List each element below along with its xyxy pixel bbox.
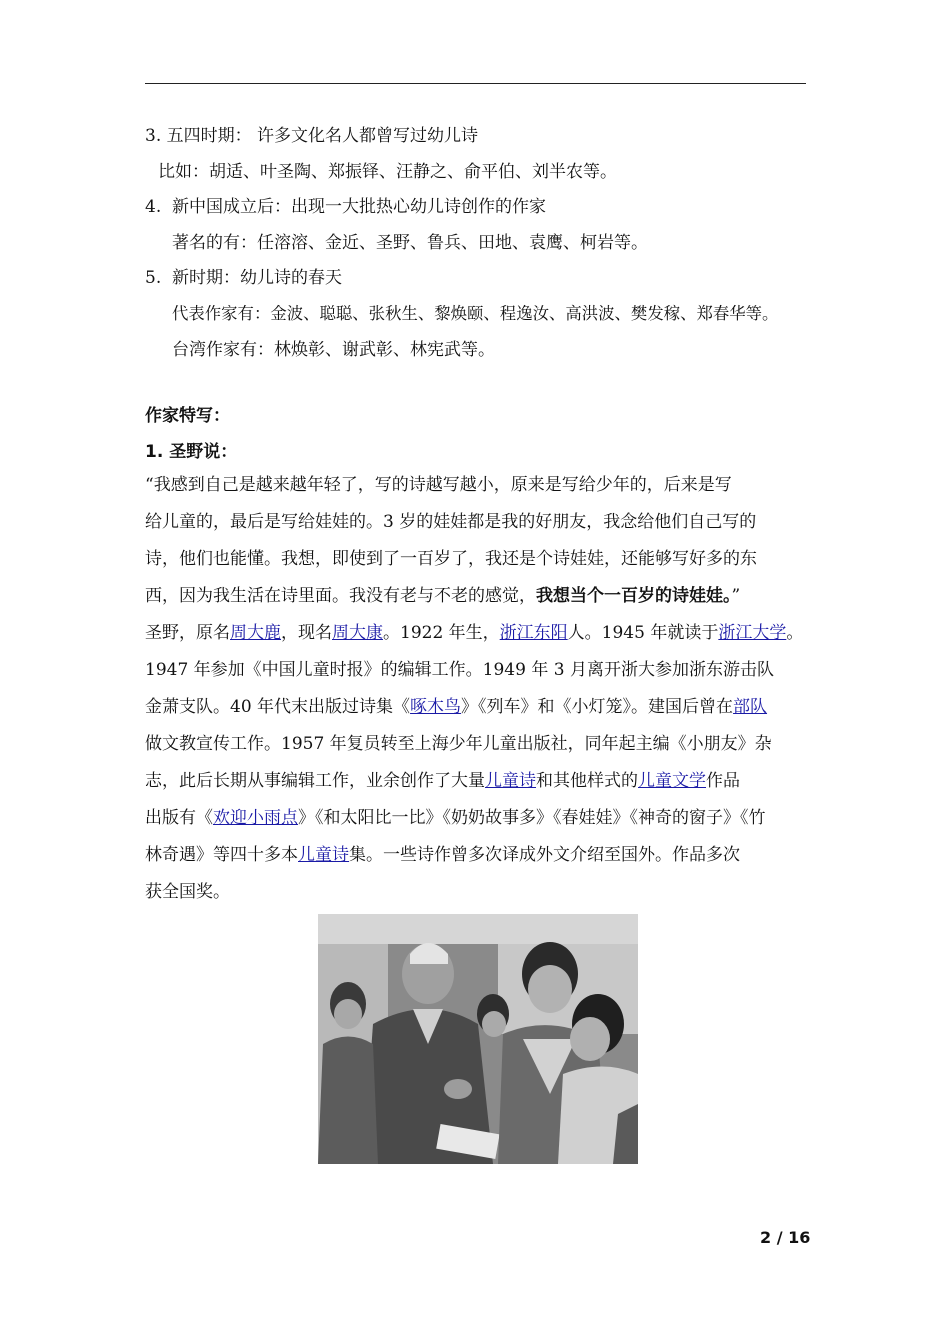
header-rule [145,83,806,84]
photo-illustration [318,914,638,1164]
quote-line: “我感到自己是越来越年轻了，写的诗越写越小，原来是写给少年的，后来是写 [145,475,732,495]
link-zhejiang-university[interactable]: 浙江大学 [718,623,787,643]
bio-line: 出版有《欢迎小雨点》《和太阳比一比》《奶奶故事多》《春娃娃》《神奇的窗子》《竹 [145,808,766,828]
quote-emphasis: 我想当个一百岁的诗娃娃。 [536,586,732,606]
page-number: 2 / 16 [760,1228,811,1247]
list-item-3-examples: 比如：胡适、叶圣陶、郑振铎、汪静之、俞平伯、刘半农等。 [158,162,617,182]
link-ertongshi[interactable]: 儿童诗 [485,771,536,791]
quote-line: 给儿童的，最后是写给娃娃的。3 岁的娃娃都是我的好朋友，我念给他们自己写的 [145,512,757,532]
quote-line: 诗，他们也能懂。我想，即使到了一百岁了，我还是个诗娃娃，还能够写好多的东 [145,549,757,569]
sub-heading: 1. 圣野说： [145,442,238,462]
link-zhou-dakang[interactable]: 周大康 [332,623,383,643]
author-photo [318,914,638,1164]
bio-line: 圣野，原名周大鹿，现名周大康。1922 年生，浙江东阳人。1945 年就读于浙江大学。 [145,623,804,643]
list-item-4-examples: 著名的有：任溶溶、金近、圣野、鲁兵、田地、袁鹰、柯岩等。 [172,233,648,253]
list-item-5: 5. 新时期：幼儿诗的春天 [145,268,343,288]
link-zhou-dalu[interactable]: 周大鹿 [230,623,281,643]
bio-line: 林奇遇》等四十多本儿童诗集。一些诗作曾多次译成外文介绍至国外。作品多次 [145,845,740,865]
quote-paragraph [145,467,815,615]
bio-line: 1947 年参加《中国儿童时报》的编辑工作。1949 年 3 月离开浙大参加浙东游击队 [145,660,774,680]
quote-line: 西，因为我生活在诗里面。我没有老与不老的感觉，我想当个一百岁的诗娃娃。” [145,586,741,606]
bio-line: 获全国奖。 [145,882,230,902]
link-huanying-xiaoyudian[interactable]: 欢迎小雨点 [213,808,298,828]
list-item-5-taiwan: 台湾作家有：林焕彰、谢武彰、林宪武等。 [172,340,495,360]
link-zhuomuniao[interactable]: 啄木鸟 [410,697,462,717]
bio-line: 做文教宣传工作。1957 年复员转至上海少年儿童出版社，同年起主编《小朋友》杂 [145,734,772,754]
list-item-4: 4. 新中国成立后：出现一大批热心幼儿诗创作的作家 [145,197,547,217]
bio-paragraph [145,615,815,911]
list-item-5-representatives: 代表作家有：金波、聪聪、张秋生、黎焕颐、程逸汝、高洪波、樊发稼、郑春华等。 [172,304,779,323]
section-heading: 作家特写： [145,406,230,426]
bio-line: 金萧支队。40 年代末出版过诗集《啄木鸟》《列车》和《小灯笼》。建国后曾在部队 [145,697,768,717]
bio-line: 志，此后长期从事编辑工作，业余创作了大量儿童诗和其他样式的儿童文学作品 [145,771,740,791]
link-ertongshi-2[interactable]: 儿童诗 [298,845,349,865]
link-budui[interactable]: 部队 [733,697,768,717]
list-item-3: 3. 五四时期： 许多文化名人都曾写过幼儿诗 [145,126,479,146]
link-ertong-wenxue[interactable]: 儿童文学 [638,771,706,791]
link-zhejiang-dongyang[interactable]: 浙江东阳 [499,623,568,643]
